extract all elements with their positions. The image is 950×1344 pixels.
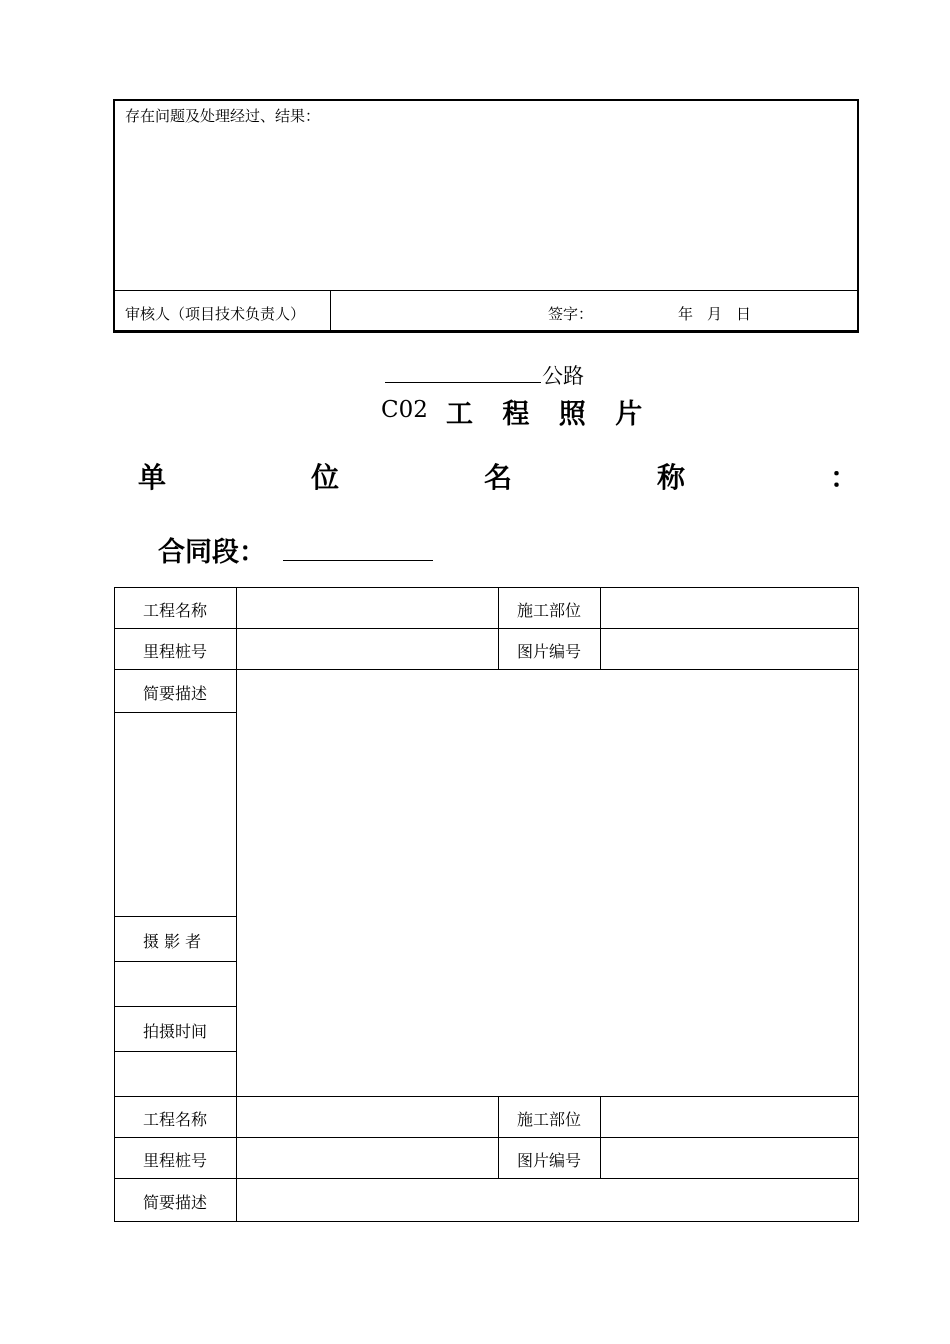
row-line xyxy=(115,669,858,670)
row-line xyxy=(115,1096,858,1097)
col-line xyxy=(236,588,237,1221)
shoot-time-label: 拍摄时间 xyxy=(143,1022,208,1041)
col-line xyxy=(600,588,601,669)
photo-table xyxy=(114,587,859,1222)
row-line xyxy=(115,628,858,629)
unit-char-1: 单 xyxy=(138,461,167,494)
unit-char-2: 位 xyxy=(311,461,340,494)
unit-char-3: 名 xyxy=(484,461,513,494)
contract-section-blank xyxy=(283,560,433,561)
row-line xyxy=(115,712,236,713)
photo-number-label: 图片编号 xyxy=(517,1151,582,1170)
row-line xyxy=(115,1178,858,1179)
reviewer-divider xyxy=(330,291,331,333)
signature-label: 签字： xyxy=(548,305,594,323)
row-line xyxy=(115,1137,858,1138)
description-label: 简要描述 xyxy=(143,1193,208,1212)
form-title: 工 程 照 片 xyxy=(446,399,653,430)
form-code: C02 xyxy=(381,397,428,423)
date-label xyxy=(678,303,765,324)
row-line xyxy=(115,1006,236,1007)
date-month: 月 xyxy=(707,305,723,323)
mileage-label: 里程桩号 xyxy=(143,1151,208,1170)
road-name-blank xyxy=(385,382,541,383)
photographer-label: 摄 影 者 xyxy=(143,932,202,951)
unit-name-row xyxy=(138,456,859,496)
photo-number-label: 图片编号 xyxy=(517,642,582,661)
date-year: 年 xyxy=(678,305,694,323)
unit-char-4: 称 xyxy=(657,461,686,494)
row-line xyxy=(115,916,236,917)
col-line xyxy=(498,588,499,669)
reviewer-row xyxy=(115,290,859,333)
construction-part-label: 施工部位 xyxy=(517,601,582,620)
description-label: 简要描述 xyxy=(143,684,208,703)
review-table xyxy=(113,99,859,333)
project-name-label: 工程名称 xyxy=(143,1110,208,1129)
contract-section-label: 合同段： xyxy=(158,537,266,568)
issue-handling-label: 存在问题及处理经过、结果： xyxy=(125,107,321,125)
col-line xyxy=(498,1096,499,1178)
row-line xyxy=(115,961,236,962)
road-suffix: 公路 xyxy=(542,364,584,388)
col-line xyxy=(600,1096,601,1178)
row-line xyxy=(115,1051,236,1052)
project-name-label: 工程名称 xyxy=(143,601,208,620)
reviewer-label: 审核人（项目技术负责人） xyxy=(125,305,306,323)
date-day: 日 xyxy=(736,305,752,323)
unit-colon: ： xyxy=(830,461,859,494)
construction-part-label: 施工部位 xyxy=(517,1110,582,1129)
mileage-label: 里程桩号 xyxy=(143,642,208,661)
